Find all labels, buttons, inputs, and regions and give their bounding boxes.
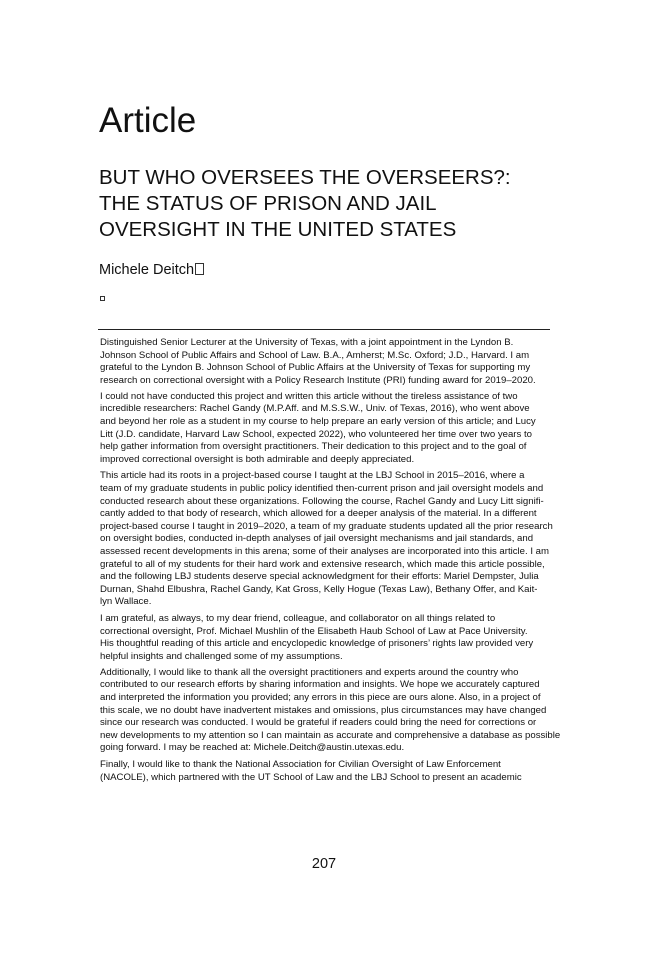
footnote-line: (NACOLE), which partnered with the UT School of Law and the LBJ School to present an academic — [100, 771, 522, 783]
footnote-line: and interpreted the information you provided; any errors in this piece are ours alone. Also, in a project of — [100, 692, 541, 704]
footnote-line: His thoughtful reading of this article and encyclopedic knowledge of prisoners’ rights law provided very — [100, 638, 534, 650]
footnote-paragraph — [100, 337, 618, 387]
footnote-line: cantly added to that body of research, which allowed for a deeper analysis of the material. In a different — [100, 508, 537, 520]
footnote-line: conducted research about these organizations. Following the course, Rachel Gandy and Lucy Litt signifi- — [100, 495, 544, 507]
footnote-line: research on correctional oversight with a Policy Research Institute (PRI) funding award for 2019–2020. — [100, 374, 536, 386]
footnote-line: on oversight bodies, conducted in-depth analyses of jail oversight mechanisms and jail standards, and — [100, 533, 534, 545]
footnote-line: improved correctional oversight is both admirable and deeply appreciated. — [100, 453, 415, 465]
footnote-separator — [98, 329, 550, 330]
footnote-line: grateful to the Lyndon B. Johnson School of Public Affairs at the University of Texas for supporting my — [100, 362, 531, 374]
title-line: BUT WHO OVERSEES THE OVERSEERS?: — [99, 166, 511, 189]
footnote-line: new developments to my attention so I can maintain as accurate and comprehensive a database as possible — [100, 729, 561, 741]
footnote-line: team of my graduate students in public policy identified then-current prison and jail oversight models and — [100, 483, 544, 495]
footnote-line: Distinguished Senior Lecturer at the University of Texas, with a joint appointment in the Lyndon B. — [100, 337, 514, 348]
title-line: THE STATUS OF PRISON AND JAIL — [99, 192, 437, 215]
footnote-line: This article had its roots in a project-based course I taught at the LBJ School in 2015–2016, where a — [100, 470, 525, 482]
footnote-line: going forward. I may be reached at: Michele.Deitch@austin.utexas.edu. — [100, 742, 405, 754]
footnote-line: Durnan, Shahd Elbushra, Rachel Gandy, Kat Gross, Kelly Hogue (Texas Law), Bethany Offer, and Kait- — [100, 583, 538, 595]
footnote-marker-icon — [100, 296, 105, 301]
footnote-line: Johnson School of Public Affairs and School of Law. B.A., Amherst; M.Sc. Oxford; J.D., Harvard. I am — [100, 349, 530, 361]
footnote-line: and beyond her role as a student in my course to help prepare an early version of this article; and Lucy — [100, 416, 536, 428]
footnote-line: project-based course I taught in 2019–2020, a team of my graduate students updated all the prior research — [100, 520, 553, 532]
footnote-line: since our research was conducted. I would be grateful if readers could bring the need for corrections or — [100, 717, 537, 729]
footnote-line: helpful insights and challenged some of my assumptions. — [100, 650, 343, 662]
author-line — [99, 260, 204, 280]
footnote-line: assessed recent developments in this arena; some of their analyses are incorporated into this article. I am — [100, 546, 550, 557]
footnote-text — [100, 337, 618, 788]
footnote-line: lyn Wallace. — [100, 596, 152, 608]
footnote-line: this scale, we no doubt have inadvertent mistakes and omissions, plus circumstances may have changed — [100, 704, 547, 716]
article-kind-label: Article — [99, 101, 197, 140]
footnote-paragraph — [100, 667, 618, 755]
footnote-line: Additionally, I would like to thank all the oversight practitioners and experts around the country who — [100, 666, 519, 678]
footnote-marker-icon — [195, 263, 204, 275]
article-title — [99, 165, 569, 243]
footnote-line: correctional oversight, Prof. Michael Mushlin of the Elisabeth Haub School of Law at Pace University. — [100, 625, 528, 637]
footnote-paragraph — [100, 391, 618, 467]
page-number: 207 — [311, 856, 337, 872]
footnote-line: Litt (J.D. candidate, Harvard Law School, expected 2022), who volunteered her time over two years to — [100, 428, 532, 440]
footnote-line: and the following LBJ students deserve special acknowledgment for their efforts: Mariel Dempster, Julia — [100, 571, 539, 583]
title-line: OVERSIGHT IN THE UNITED STATES — [99, 218, 457, 241]
footnote-line: Finally, I would like to thank the National Association for Civilian Oversight of Law Enforcement — [100, 759, 501, 770]
footnote-paragraph — [100, 470, 618, 609]
footnote-line: help gather information from oversight practitioners. Their dedication to this project and to the goal of — [100, 441, 527, 453]
author-name: Michele Deitch — [99, 262, 195, 278]
footnote-line: incredible researchers: Rachel Gandy (M.P.Aff. and M.S.S.W., Univ. of Texas, 2016), who went above — [100, 403, 530, 415]
footnote-line: I am grateful, as always, to my dear friend, colleague, and collaborator on all things related to — [100, 612, 496, 624]
footnote-paragraph — [100, 759, 618, 784]
footnote-line: grateful to all of my students for their hard work and extensive research, which made this article possible, — [100, 558, 545, 570]
footnote-paragraph — [100, 613, 618, 663]
footnote-line: contributed to our research efforts by sharing information and insights. We hope we accurately captured — [100, 679, 540, 691]
footnote-line: I could not have conducted this project and written this article without the tireless assistance of two — [100, 390, 518, 402]
